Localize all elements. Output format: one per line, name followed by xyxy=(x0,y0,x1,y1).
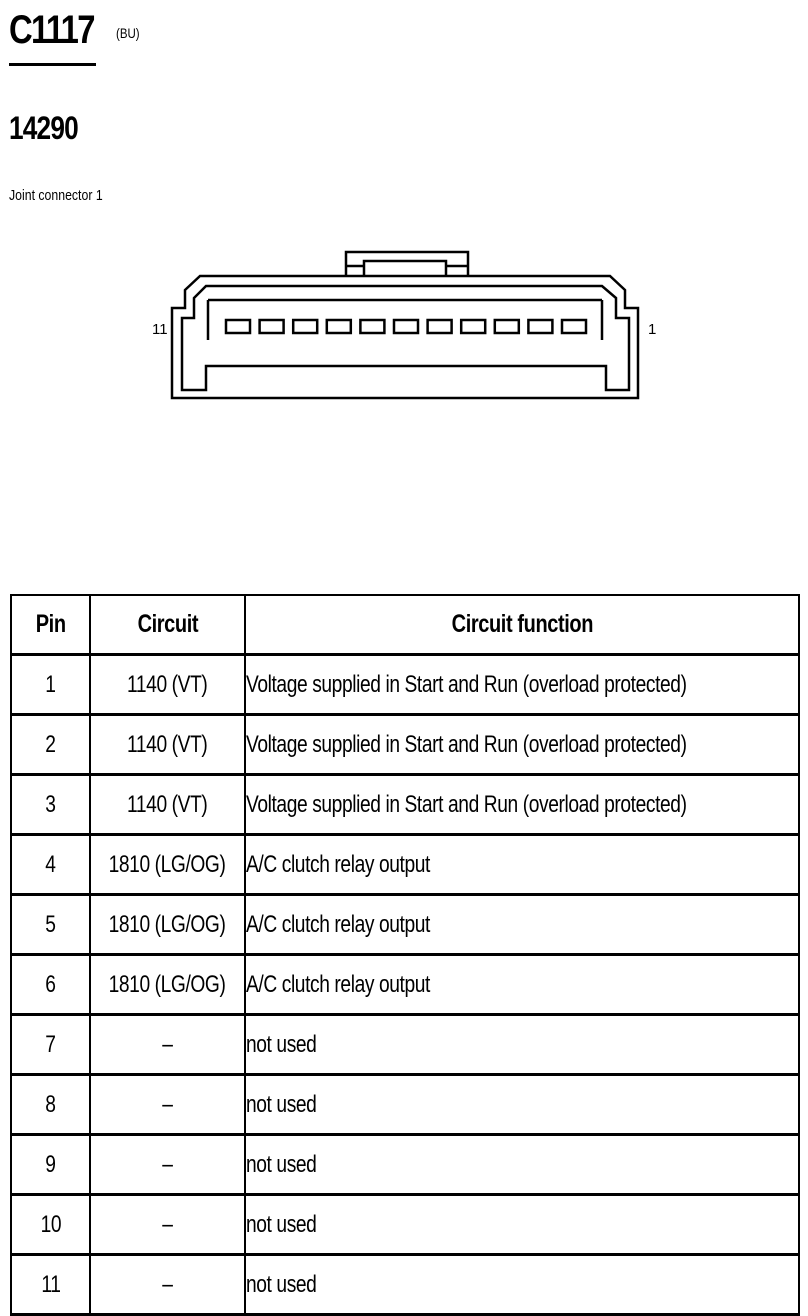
pin-cell: 4 xyxy=(11,835,90,895)
pin-cell: 7 xyxy=(11,1015,90,1075)
connector-cavity xyxy=(495,320,519,333)
connector-pin-1-label: 1 xyxy=(648,321,657,338)
pin-cell: 10 xyxy=(11,1195,90,1255)
pin-row xyxy=(11,655,799,715)
function-cell: A/C clutch relay output xyxy=(245,955,799,1015)
connector-latch-inner xyxy=(364,261,446,276)
pinout-table xyxy=(10,594,800,1316)
pin-row xyxy=(11,1015,799,1075)
function-cell: not used xyxy=(245,1075,799,1135)
circuit-cell: – xyxy=(90,1075,245,1135)
pin-cell: 3 xyxy=(11,775,90,835)
pin-row xyxy=(11,775,799,835)
connector-cavity xyxy=(360,320,384,333)
connector-cavity xyxy=(528,320,552,333)
connector-cavity xyxy=(327,320,351,333)
function-cell: A/C clutch relay output xyxy=(245,835,799,895)
function-cell: Voltage supplied in Start and Run (overload protected) xyxy=(245,655,799,715)
connector-cavity xyxy=(260,320,284,333)
connector-cavity xyxy=(428,320,452,333)
pin-cell: 2 xyxy=(11,715,90,775)
connector-cavity xyxy=(562,320,586,333)
pin-row xyxy=(11,895,799,955)
pinout-table-header-row xyxy=(11,595,799,655)
function-cell: Voltage supplied in Start and Run (overload protected) xyxy=(245,715,799,775)
connector-cavity xyxy=(293,320,317,333)
pin-column-header: Pin xyxy=(11,595,90,655)
pin-cell: 6 xyxy=(11,955,90,1015)
connector-cavity xyxy=(226,320,250,333)
connector-id: C1117 xyxy=(9,8,94,52)
pin-row xyxy=(11,955,799,1015)
circuit-cell: 1140 (VT) xyxy=(90,775,245,835)
function-cell: not used xyxy=(245,1015,799,1075)
pin-cell: 5 xyxy=(11,895,90,955)
part-number: 14290 xyxy=(9,110,78,146)
connector-face-diagram xyxy=(0,0,808,470)
pin-cell: 8 xyxy=(11,1075,90,1135)
connector-pin-11-label: 11 xyxy=(152,321,168,338)
circuit-cell: – xyxy=(90,1015,245,1075)
function-cell: not used xyxy=(245,1255,799,1315)
pin-cell: 9 xyxy=(11,1135,90,1195)
circuit-cell: – xyxy=(90,1135,245,1195)
connector-description: Joint connector 1 xyxy=(9,187,103,204)
pin-row xyxy=(11,835,799,895)
connector-housing-outer xyxy=(172,276,638,398)
function-column-header: Circuit function xyxy=(245,595,799,655)
circuit-cell: 1140 (VT) xyxy=(90,655,245,715)
connector-color-code: (BU) xyxy=(116,25,140,41)
function-cell: not used xyxy=(245,1135,799,1195)
circuit-cell: 1140 (VT) xyxy=(90,715,245,775)
circuit-cell: – xyxy=(90,1195,245,1255)
circuit-cell: 1810 (LG/OG) xyxy=(90,835,245,895)
function-cell: Voltage supplied in Start and Run (overload protected) xyxy=(245,775,799,835)
circuit-cell: – xyxy=(90,1255,245,1315)
pin-row xyxy=(11,1255,799,1315)
pin-cell: 11 xyxy=(11,1255,90,1315)
function-cell: A/C clutch relay output xyxy=(245,895,799,955)
circuit-column-header: Circuit xyxy=(90,595,245,655)
connector-housing-inner xyxy=(182,286,629,390)
pin-row xyxy=(11,1075,799,1135)
pin-row xyxy=(11,1135,799,1195)
circuit-cell: 1810 (LG/OG) xyxy=(90,955,245,1015)
function-cell: not used xyxy=(245,1195,799,1255)
pin-cell: 1 xyxy=(11,655,90,715)
pin-row xyxy=(11,715,799,775)
connector-cavity xyxy=(461,320,485,333)
connector-cavity xyxy=(394,320,418,333)
pin-row xyxy=(11,1195,799,1255)
circuit-cell: 1810 (LG/OG) xyxy=(90,895,245,955)
